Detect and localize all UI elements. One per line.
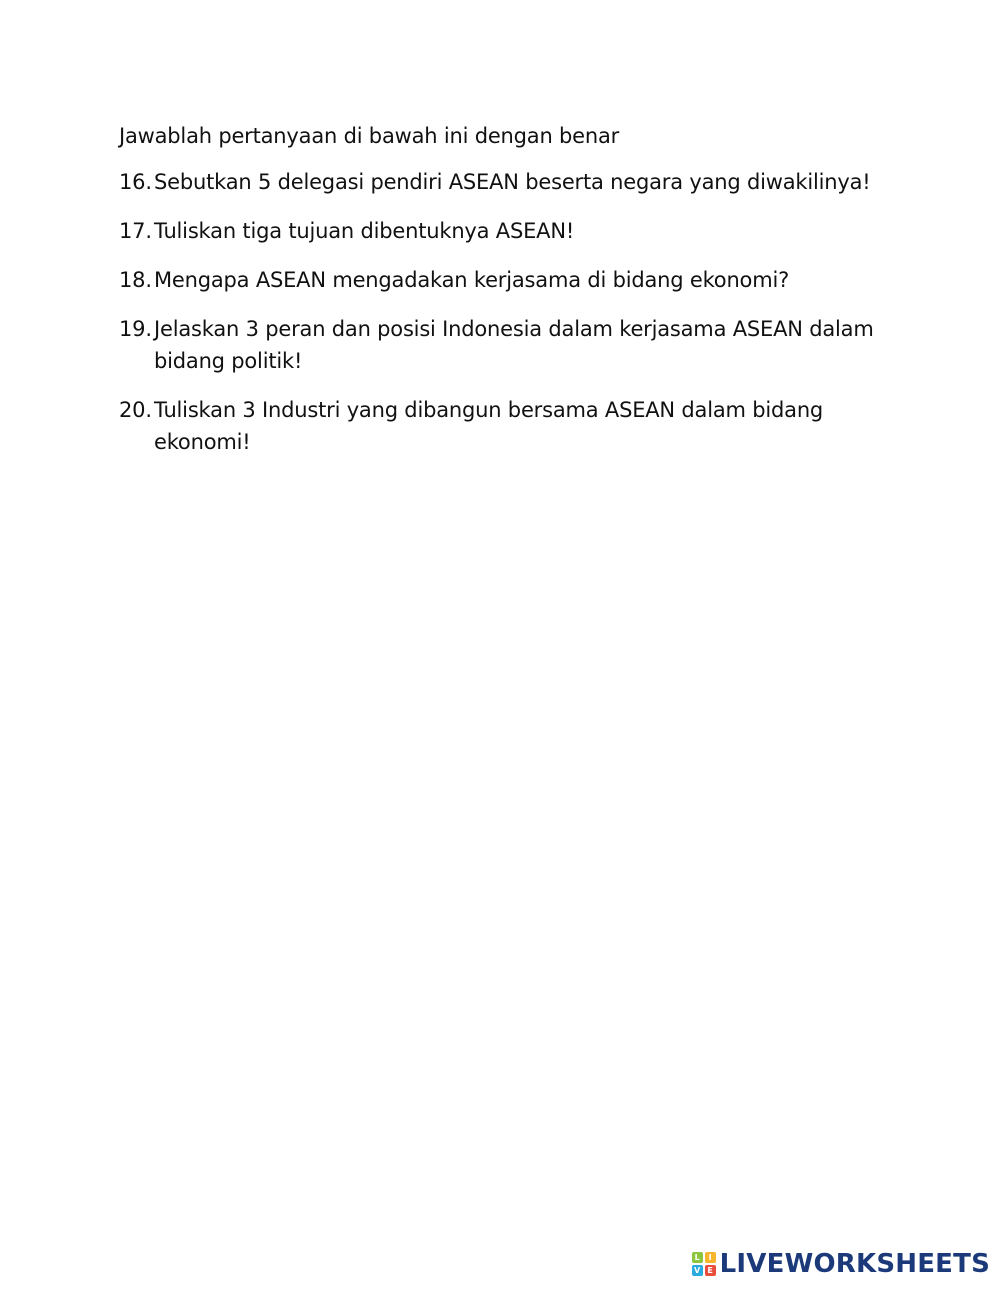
question-text: Sebutkan 5 delegasi pendiri ASEAN beserta negara yang diwakilinya! — [154, 170, 871, 194]
liveworksheets-logo — [692, 1249, 990, 1279]
question-number: 20. — [119, 398, 152, 422]
question-number: 16. — [119, 170, 152, 194]
question-item-17 — [119, 215, 879, 247]
question-text: Tuliskan tiga tujuan dibentuknya ASEAN! — [154, 219, 575, 243]
logo-mark-cell: V — [692, 1265, 703, 1276]
question-number: 19. — [119, 317, 152, 341]
question-number: 18. — [119, 268, 152, 292]
logo-text: LIVEWORKSHEETS — [719, 1249, 990, 1279]
question-item-16 — [119, 166, 879, 198]
logo-mark-cell: I — [705, 1252, 716, 1263]
question-text: Mengapa ASEAN mengadakan kerjasama di bidang ekonomi? — [154, 268, 790, 292]
instruction-text: Jawablah pertanyaan di bawah ini dengan benar — [119, 124, 620, 148]
question-text: Jelaskan 3 peran dan posisi Indonesia dalam kerjasama ASEAN dalam bidang politik! — [154, 317, 874, 373]
question-item-18 — [119, 264, 879, 296]
logo-mark-icon — [692, 1252, 716, 1276]
question-number: 17. — [119, 219, 152, 243]
logo-mark-cell: L — [692, 1252, 703, 1263]
question-item-19 — [119, 313, 879, 377]
question-item-20 — [119, 394, 879, 458]
question-list — [119, 166, 879, 475]
question-text: Tuliskan 3 Industri yang dibangun bersama ASEAN dalam bidang ekonomi! — [154, 398, 824, 454]
logo-mark-cell: E — [705, 1265, 716, 1276]
